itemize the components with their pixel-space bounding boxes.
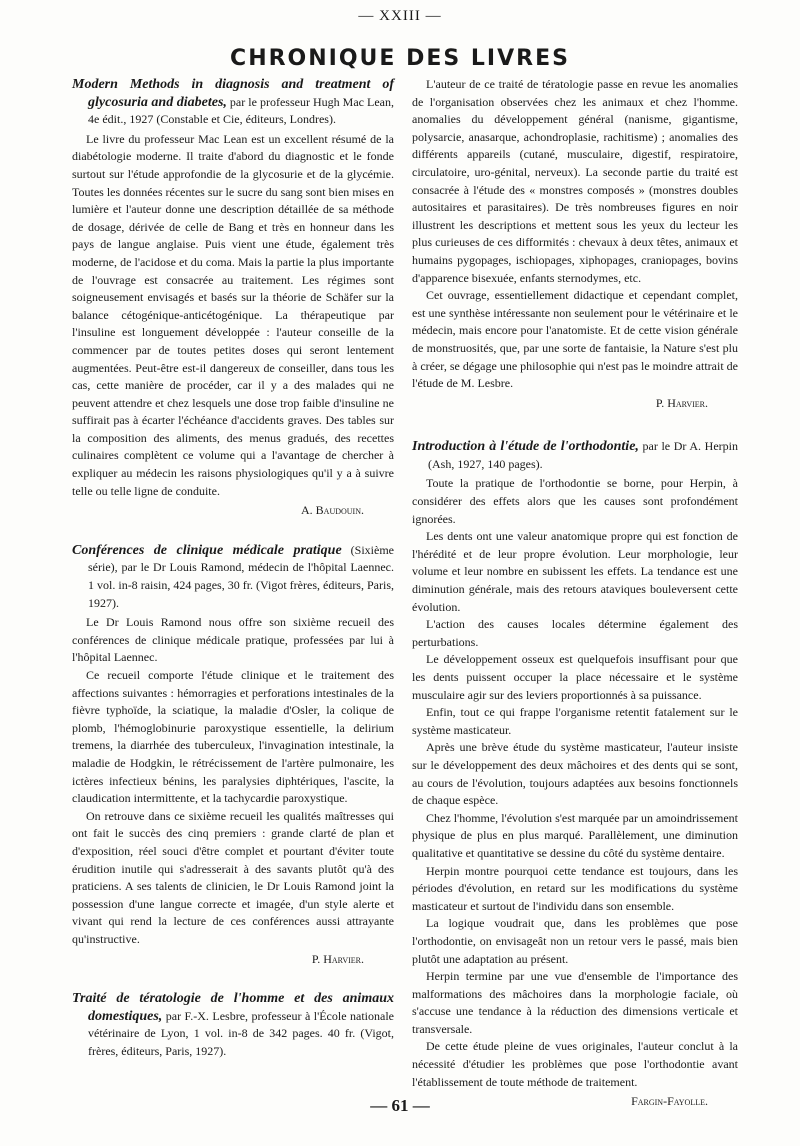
review-paragraph: Enfin, tout ce qui frappe l'organisme retentit fatalement sur le système masticateur.	[412, 705, 738, 737]
book-meta: par le Dr A. Herpin (Ash, 1927, 140 pages).	[428, 439, 738, 471]
section-title: CHRONIQUE DES LIVRES	[230, 46, 570, 71]
book-title: Modern Methods in diagnosis and treatment of glycosuria and diabetes,	[72, 77, 394, 110]
review-paragraph: L'auteur de ce traité de tératologie passe en revue les anomalies de l'organisation observées chez les animaux et chez l'homme. anomalies du développement général (nanisme, gigantisme, polysarcie, anasarque, achondroplasie, rachitisme) ; anomalies des différents appareils (cutané, musculaire, digestif, respiratoire, circulatoire, uro-génital, nerveux). La seconde partie du traité est consacrée à l'étude des « monstres composés » (monstres doubles autositaires et parasitaires). De très nombreuses figures en noir illustrent les descriptions et mettent sous les yeux du lecteur les plus curieuses de ces difformités : chevaux à deux têtes, animaux et humains pygopages, ischiopages, xiphopages, craniopages, bovins d'apparence bisexuée, enfants sternodymes, etc.	[412, 77, 738, 285]
page-roman-numeral: — XXIII —	[358, 8, 442, 24]
review-paragraph: La logique voudrait que, dans les problèmes que pose l'orthodontie, on envisageât non un retour vers le passé, mais bien plutôt une adaptation au présent.	[412, 916, 738, 966]
review-paragraph: Après une brève étude du système masticateur, l'auteur insiste sur le développement des deux mâchoires et des dents qui se sont, au cours de l'évolution, toujours adaptées aux besoins fonctionnels de chaque espèce.	[412, 740, 738, 808]
reviewer-signature: Fargin-Fayolle.	[631, 1094, 708, 1109]
right-column	[412, 76, 738, 1111]
review-heading	[72, 76, 394, 129]
review-paragraph: Ce recueil comporte l'étude clinique et le traitement des affections suivantes : hémorragies et perforations intestinales de la fièvre typhoïde, la sciatique, la maladie d'Osler, la colique de plomb, l'hémoglobinurie paroxystique essentielle, la delirium tremens, la diarrhée des tuberculeux, l'invagination intestinale, la maladie de Hodgkin, le rétrécissement de l'artère pulmonaire, les ictères infectieux bénins, les paralysies diphtériques, l'ascite, la claudication intermittente, et la tachycardie paroxystique.	[72, 668, 394, 806]
review-paragraph: Chez l'homme, l'évolution s'est marquée par un amoindrissement physique de plus en plus marqué. Parallèlement, une diminution qualitative et quantitative se dessine du côté du système dentaire.	[412, 810, 738, 860]
book-meta: par le professeur Hugh Mac Lean, 4e édit., 1927 (Constable et Cie, éditeurs, Londres).	[88, 94, 394, 127]
reviewer-signature: P. Harvier.	[311, 951, 364, 966]
left-column	[72, 76, 394, 1062]
review-paragraph: Cet ouvrage, essentiellement didactique et cependant complet, est une synthèse intéressante non seulement pour le vétérinaire et le médecin, mais encore pour l'anatomiste. Et de cette vision générale de monstruosités, que, par une sorte de fantaisie, la Nature s'est plu à créer, se dégage une philosophie qui n'est pas le moindre attrait de l'étude de M. Lesbre.	[412, 288, 738, 391]
review-paragraph: L'action des causes locales détermine également des perturbations.	[412, 617, 738, 649]
review-paragraph: Herpin termine par une vue d'ensemble de l'importance des malformations des mâchoires dans la morphologie faciale, où s'accuse une tendance à la réduction des dimensions verticale et transversale.	[412, 969, 738, 1036]
review-lesbre	[72, 990, 394, 1060]
review-paragraph: Le développement osseux est quelquefois insuffisant pour que les dents puissent occuper la place nécessaire et le système musculaire agir sur des leviers proportionnés à sa puissance.	[412, 652, 738, 702]
review-paragraph: Le Dr Louis Ramond nous offre son sixième recueil des conférences de clinique médicale pratique, professées par lui à l'hôpital Laennec.	[72, 615, 394, 665]
reviewer-signature: P. Harvier.	[655, 395, 708, 410]
review-paragraph: On retrouve dans ce sixième recueil les qualités maîtresses qui ont fait le succès des cinq premiers : grande clarté de plan et d'exposition, réel souci d'être complet et pourtant d'éviter toute érudition inutile qui s'adresserait à des savants plutôt qu'à des praticiens. A ses talents de clinicien, le Dr Louis Ramond joint la possession d'une langue correcte et imagée, d'un style alerte et vivant qui rend la lecture de ces conférences aussi attrayante qu'instructive.	[72, 808, 394, 946]
book-title: Conférences de clinique médicale pratique	[72, 542, 342, 558]
review-ramond	[72, 542, 394, 968]
review-lesbre-continued	[412, 76, 738, 412]
book-meta: (Sixième série), par le Dr Louis Ramond, médecin de l'hôpital Laennec. 1 vol. in-8 raisin, 424 pages, 30 fr. (Vigot frères, éditeurs, Paris, 1927).	[88, 542, 394, 610]
review-paragraph: Herpin montre pourquoi cette tendance est toujours, dans les périodes d'évolution, en retard sur les modifications du système masticateur et surtout de l'individu dans son ensemble.	[412, 863, 738, 913]
review-herpin	[412, 438, 738, 1111]
review-paragraph: Toute la pratique de l'orthodontie se borne, pour Herpin, à considérer des effets alors que les causes sont profondément ignorées.	[412, 476, 738, 526]
book-title: Introduction à l'étude de l'orthodontie,	[412, 439, 639, 455]
review-mac-lean	[72, 76, 394, 520]
book-meta: par F.-X. Lesbre, professeur à l'École nationale vétérinaire de Lyon, 1 vol. in-8 de 342 pages. 40 fr. (Vigot, frères, éditeurs, Paris, 1927).	[88, 1008, 394, 1058]
page-number: — 61 —	[370, 1096, 430, 1115]
review-heading	[412, 438, 738, 473]
review-heading	[72, 542, 394, 612]
book-title: Traité de tératologie de l'homme et des animaux domestiques,	[72, 991, 394, 1024]
reviewer-signature: A. Baudouin.	[301, 503, 364, 518]
review-heading	[72, 990, 394, 1060]
review-paragraph: Le livre du professeur Mac Lean est un excellent résumé de la diabétologie moderne. Il traite d'abord du diagnostic et le fonde surtout sur l'étude approfondie de la glycosurie et de la glycémie. Toutes les données récentes sur le sucre du sang sont bien mises en lumière et l'auteur donne une description détaillée de sa méthode de dosage, dérivée de celle de Bang et très en honneur dans les pays de langue anglaise. Puis vient une étude, également très moderne, de l'acidose et du coma. Mais la partie la plus importante de l'ouvrage est consacrée au traitement. Les régimes sont soigneusement envisagés et basés sur la théorie de Schäfer sur la balance cétogénique-anticétogénique. La thérapeutique par l'insuline est longuement développée : l'auteur conseille de la commencer par de toutes petites doses qui seront lentement augmentées. Peut-être est-il dangereux de conseiller, dans tous les cas, cette manière de procéder, car il y a des malades qui ne peuvent attendre et chez lesquels une dose trop faible d'insuline ne suffirait pas à écarter l'échéance d'accidents graves. Des tables sur la composition des aliments, des menus gradués, des recettes culinaires complètent ce volume qui a l'avantage de chercher à expliquer au médecin les raisons physiologiques qu'il y a à suivre telle ou telle ligne de conduite.	[72, 131, 394, 498]
review-paragraph: Les dents ont une valeur anatomique propre qui est fonction de l'hérédité et de leur propre évolution. Leur morphologie, leur volume et leur nombre en subissent les effets. La tendance est une diminution générale, mais des retours ataviques bouleversent cette évolution.	[412, 529, 738, 614]
review-paragraph: De cette étude pleine de vues originales, l'auteur conclut à la nécessité d'étudier les problèmes que pose l'orthodontie avant l'établissement de toute méthode de traitement.	[412, 1039, 738, 1089]
